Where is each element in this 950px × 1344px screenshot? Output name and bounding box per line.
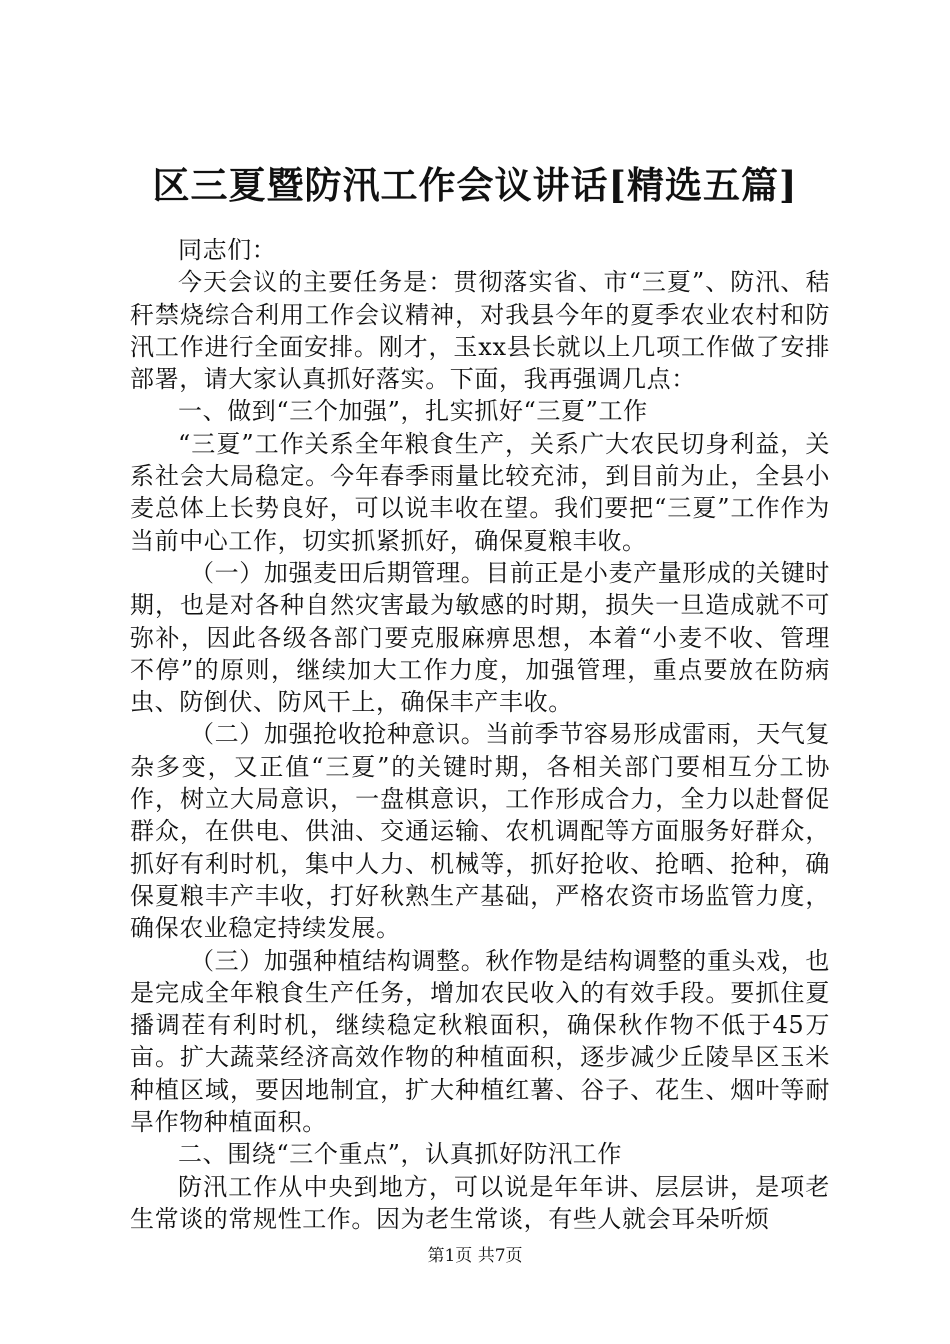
intro-paragraph: 今天会议的主要任务是：贯彻落实省、市“三夏”、防汛、秸秆禁烧综合利用工作会议精神，对我县今年的夏季农业农村和防汛工作进行全面安排。刚才，玉xx县长就以上几项工作做了安排部署，请大家认真抓好落实。下面，我再强调几点： <box>130 268 830 394</box>
subsection-paragraph-3: （三）加强种植结构调整。秋作物是结构调整的重头戏，也是完成全年粮食生产任务，增加农民收入的有效手段。要抓住夏播调茬有利时机，继续稳定秋粮面积，确保秋作物不低于45万亩。扩大蔬菜经济高效作物的种植面积，逐步减少丘陵旱区玉米种植区域，要因地制宜，扩大种植红薯、谷子、花生、烟叶等耐旱作物种植面积。 <box>130 946 830 1137</box>
page-number-footer: 第1页 共7页 <box>427 1246 523 1266</box>
salutation-paragraph: 同志们： <box>178 236 277 264</box>
subsection-paragraph-2: （二）加强抢收抢种意识。当前季节容易形成雷雨，天气复杂多变，又正值“三夏”的关键时期，各相关部门要相互分工协作，树立大局意识，一盘棋意识，工作形成合力，全力以赴督促群众，在供电、供油、交通运输、农机调配等方面服务好群众，抓好有利时机，集中人力、机械等，抓好抢收、抢晒、抢种，确保夏粮丰产丰收，打好秋熟生产基础，严格农资市场监管力度，确保农业稳定持续发展。 <box>130 720 830 943</box>
document-body <box>130 234 830 1235</box>
body-paragraph: 防汛工作从中央到地方，可以说是年年讲、层层讲，是项老生常谈的常规性工作。因为老生常谈，有些人就会耳朵听烦 <box>130 1172 830 1233</box>
document-title: 区三夏暨防汛工作会议讲话[精选五篇] <box>152 163 798 207</box>
section-heading-2: 二、围绕“三个重点”，认真抓好防汛工作 <box>178 1140 622 1169</box>
body-paragraph: “三夏”工作关系全年粮食生产，关系广大农民切身利益，关系社会大局稳定。今年春季雨量比较充沛，到目前为止，全县小麦总体上长势良好，可以说丰收在望。我们要把“三夏”工作作为当前中心工作，切实抓紧抓好，确保夏粮丰收。 <box>130 429 830 555</box>
subsection-paragraph-1: （一）加强麦田后期管理。目前正是小麦产量形成的关键时期，也是对各种自然灾害最为敏感的时期，损失一旦造成就不可弥补，因此各级各部门要克服麻痹思想，本着“小麦不收、管理不停”的原则，继续加大工作力度，加强管理，重点要放在防病虫、防倒伏、防风干上，确保丰产丰收。 <box>130 558 830 717</box>
section-heading-1: 一、做到“三个加强”，扎实抓好“三夏”工作 <box>178 397 648 426</box>
